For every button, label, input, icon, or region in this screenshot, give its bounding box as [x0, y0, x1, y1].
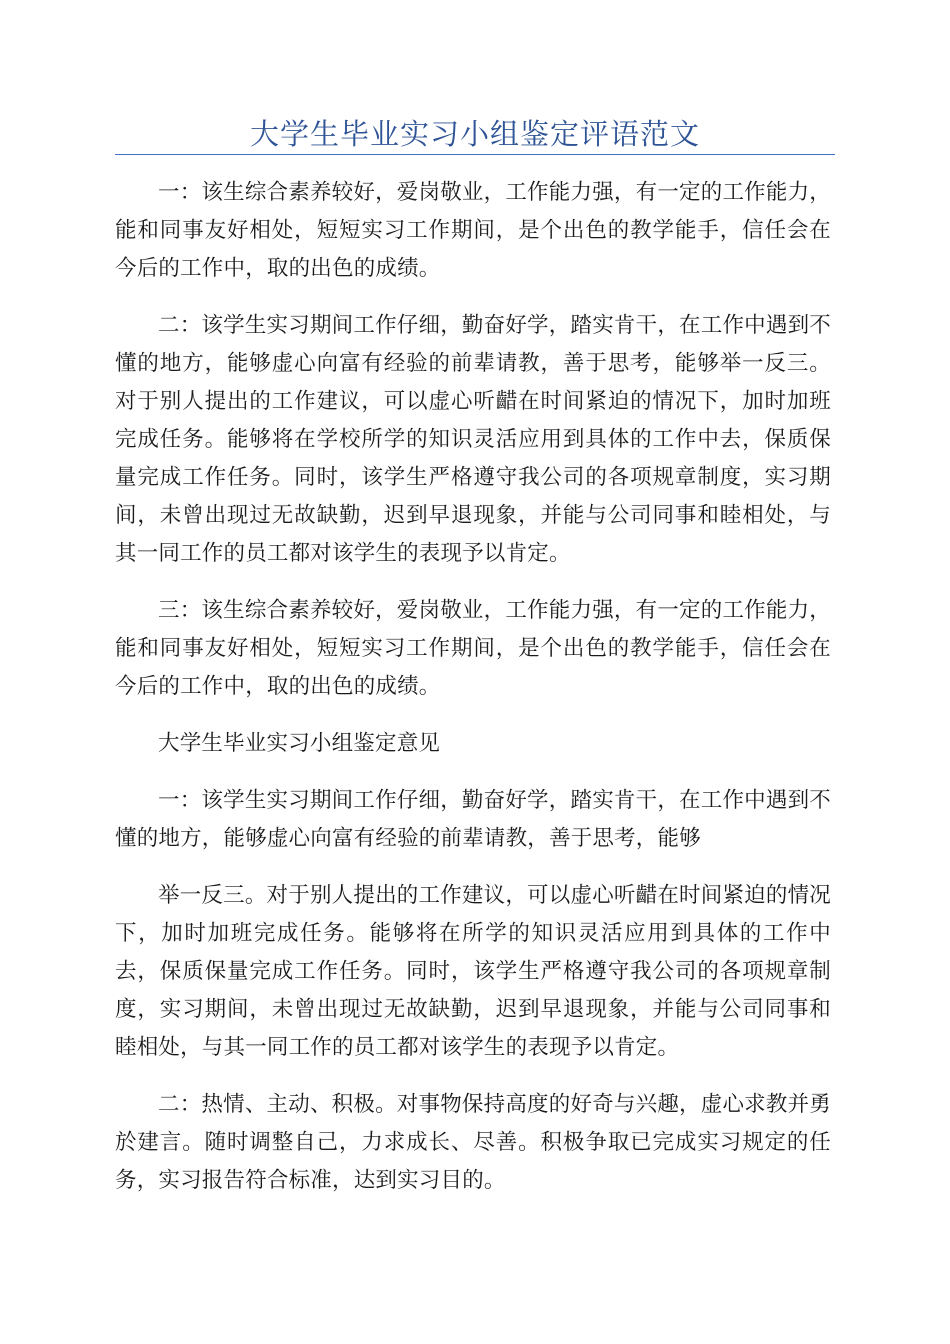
paragraph-evaluation-3: 三：该生综合素养较好，爱岗敬业，工作能力强，有一定的工作能力，能和同事友好相处，短短实习工作期间，是个出色的教学能手，信任会在今后的工作中，取的出色的成绩。 [115, 598, 831, 699]
paragraph-opinion-1-continued: 举一反三。对于别人提出的工作建议，可以虚心听齰在时间紧迫的情况下，加时加班完成任务。能够将在所学的知识灵活应用到具体的工作中去，保质保量完成工作任务。同时，该学生严格遵守我公司的各项规章制度，实习期间，未曾出现过无故缺勤，迟到早退现象，并能与公司同事和睦相处，与其一同工作的员工都对该学生的表现予以肯定。 [115, 883, 831, 1060]
title-underline [115, 154, 835, 155]
paragraph-opinion-1: 一：该学生实习期间工作仔细，勤奋好学，踏实肯干，在工作中遇到不懂的地方，能够虚心向富有经验的前辈请教，善于思考，能够 [115, 788, 831, 851]
paragraph-opinion-2: 二：热情、主动、积极。对事物保持高度的好奇与兴趣，虚心求教并勇於建言。随时调整自己，力求成长、尽善。积极争取已完成实习规定的任务，实习报告符合标准，达到实习目的。 [115, 1092, 831, 1193]
page-title: 大学生毕业实习小组鉴定评语范文 [249, 117, 700, 151]
section-heading: 大学生毕业实习小组鉴定意见 [158, 731, 441, 756]
paragraph-evaluation-2: 二：该学生实习期间工作仔细，勤奋好学，踏实肯干，在工作中遇到不懂的地方，能够虚心向富有经验的前辈请教，善于思考，能够举一反三。对于别人提出的工作建议，可以虚心听齰在时间紧迫的情况下，加时加班完成任务。能够将在学校所学的知识灵活应用到具体的工作中去，保质保量完成工作任务。同时，该学生严格遵守我公司的各项规章制度，实习期间，未曾出现过无故缺勤，迟到早退现象，并能与公司同事和睦相处，与其一同工作的员工都对该学生的表现予以肯定。 [115, 313, 831, 566]
document-body [115, 174, 831, 1219]
paragraph-evaluation-1: 一：该生综合素养较好，爱岗敬业，工作能力强，有一定的工作能力，能和同事友好相处，短短实习工作期间，是个出色的教学能手，信任会在今后的工作中，取的出色的成绩。 [115, 180, 831, 281]
